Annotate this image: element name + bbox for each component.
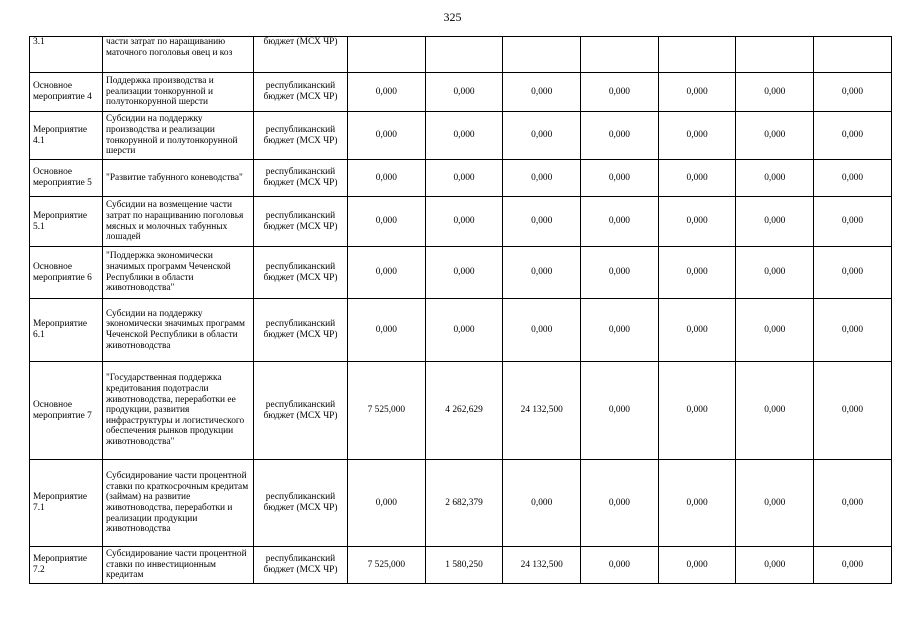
amount-cell (814, 37, 892, 73)
amount-cell: 0,000 (658, 160, 736, 197)
amount-cell: 0,000 (581, 160, 659, 197)
page-number: 325 (443, 10, 462, 24)
amount-cell: 0,000 (658, 197, 736, 247)
budget-table (29, 36, 892, 584)
amount-cell: 0,000 (814, 112, 892, 160)
activity-code-cell: Основное мероприятие 5 (30, 160, 103, 197)
amount-cell: 0,000 (581, 299, 659, 362)
table-row (30, 37, 892, 73)
amount-cell: 0,000 (658, 362, 736, 460)
table-row (30, 299, 892, 362)
table-row (30, 460, 892, 547)
activity-code-cell: Основное мероприятие 4 (30, 73, 103, 112)
amount-cell: 0,000 (736, 160, 814, 197)
amount-cell: 0,000 (736, 460, 814, 547)
table-row (30, 73, 892, 112)
amount-cell: 7 525,000 (348, 362, 426, 460)
amount-cell: 0,000 (581, 247, 659, 299)
amount-cell: 0,000 (425, 299, 503, 362)
amount-cell: 1 580,250 (425, 547, 503, 584)
amount-cell (581, 37, 659, 73)
amount-cell: 0,000 (581, 547, 659, 584)
amount-cell: 0,000 (581, 112, 659, 160)
funding-source-cell: республиканский бюджет (МСХ ЧР) (254, 160, 348, 197)
table-row (30, 112, 892, 160)
table-row (30, 362, 892, 460)
amount-cell: 2 682,379 (425, 460, 503, 547)
amount-cell: 24 132,500 (503, 362, 581, 460)
activity-code-cell: Мероприятие 5.1 (30, 197, 103, 247)
amount-cell: 0,000 (503, 160, 581, 197)
amount-cell (503, 37, 581, 73)
amount-cell: 0,000 (425, 112, 503, 160)
activity-name-cell: "Поддержка экономически значимых программ Чеченской Республики в области животноводства" (103, 247, 254, 299)
amount-cell: 0,000 (348, 197, 426, 247)
activity-name-cell: Поддержка производства и реализации тонкорунной и полутонкорунной шерсти (103, 73, 254, 112)
amount-cell: 0,000 (658, 547, 736, 584)
amount-cell: 0,000 (814, 362, 892, 460)
funding-source-cell: республиканский бюджет (МСХ ЧР) (254, 547, 348, 584)
amount-cell: 0,000 (503, 73, 581, 112)
amount-cell: 0,000 (581, 362, 659, 460)
amount-cell: 0,000 (658, 73, 736, 112)
amount-cell: 0,000 (348, 460, 426, 547)
amount-cell: 24 132,500 (503, 547, 581, 584)
amount-cell: 0,000 (814, 460, 892, 547)
amount-cell: 0,000 (814, 197, 892, 247)
table-row (30, 247, 892, 299)
amount-cell: 0,000 (658, 460, 736, 547)
amount-cell (736, 37, 814, 73)
amount-cell: 0,000 (736, 299, 814, 362)
amount-cell (425, 37, 503, 73)
amount-cell: 0,000 (814, 73, 892, 112)
funding-source-cell: республиканский бюджет (МСХ ЧР) (254, 197, 348, 247)
amount-cell: 7 525,000 (348, 547, 426, 584)
funding-source-cell: республиканский бюджет (МСХ ЧР) (254, 247, 348, 299)
amount-cell: 0,000 (348, 160, 426, 197)
activity-code-cell: 3.1 (30, 37, 103, 73)
activity-name-cell: Субсидии на поддержку экономически значимых программ Чеченской Республики в области животноводства (103, 299, 254, 362)
amount-cell (348, 37, 426, 73)
table-row (30, 547, 892, 584)
amount-cell: 0,000 (814, 247, 892, 299)
amount-cell: 0,000 (736, 73, 814, 112)
activity-name-cell: Субсидирование части процентной ставки по инвестиционным кредитам (103, 547, 254, 584)
amount-cell: 0,000 (348, 73, 426, 112)
amount-cell (658, 37, 736, 73)
amount-cell: 0,000 (503, 247, 581, 299)
activity-name-cell: "Развитие табунного коневодства" (103, 160, 254, 197)
amount-cell: 0,000 (348, 299, 426, 362)
amount-cell: 0,000 (814, 547, 892, 584)
amount-cell: 0,000 (425, 73, 503, 112)
funding-source-cell: республиканский бюджет (МСХ ЧР) (254, 112, 348, 160)
amount-cell: 4 262,629 (425, 362, 503, 460)
funding-source-cell: республиканский бюджет (МСХ ЧР) (254, 460, 348, 547)
amount-cell: 0,000 (348, 112, 426, 160)
amount-cell: 0,000 (503, 197, 581, 247)
amount-cell: 0,000 (425, 197, 503, 247)
amount-cell: 0,000 (581, 460, 659, 547)
activity-name-cell: Субсидии на возмещение части затрат по наращиванию поголовья мясных и молочных табунных лошадей (103, 197, 254, 247)
activity-code-cell: Мероприятие 7.2 (30, 547, 103, 584)
activity-code-cell: Основное мероприятие 7 (30, 362, 103, 460)
activity-code-cell: Мероприятие 7.1 (30, 460, 103, 547)
amount-cell: 0,000 (425, 160, 503, 197)
funding-source-cell: республиканский бюджет (МСХ ЧР) (254, 299, 348, 362)
amount-cell: 0,000 (658, 299, 736, 362)
amount-cell: 0,000 (503, 112, 581, 160)
table-row (30, 160, 892, 197)
amount-cell: 0,000 (503, 299, 581, 362)
table-row (30, 197, 892, 247)
activity-name-cell: части затрат по наращиванию маточного поголовья овец и коз (103, 37, 254, 73)
amount-cell: 0,000 (814, 160, 892, 197)
amount-cell: 0,000 (425, 247, 503, 299)
amount-cell: 0,000 (736, 197, 814, 247)
amount-cell: 0,000 (581, 197, 659, 247)
table-body (30, 37, 892, 584)
amount-cell: 0,000 (736, 547, 814, 584)
activity-name-cell: Субсидии на поддержку производства и реализации тонкорунной и полутонкорунной шерсти (103, 112, 254, 160)
amount-cell: 0,000 (736, 362, 814, 460)
activity-code-cell: Мероприятие 4.1 (30, 112, 103, 160)
amount-cell: 0,000 (658, 247, 736, 299)
funding-source-cell: республиканский бюджет (МСХ ЧР) (254, 362, 348, 460)
funding-source-cell: бюджет (МСХ ЧР) (254, 37, 348, 73)
activity-name-cell: "Государственная поддержка кредитования подотрасли животноводства, переработки ее продукции, развития инфраструктуры и логистического обеспечения рынков продукции животноводства" (103, 362, 254, 460)
amount-cell: 0,000 (814, 299, 892, 362)
amount-cell: 0,000 (348, 247, 426, 299)
amount-cell: 0,000 (503, 460, 581, 547)
amount-cell: 0,000 (581, 73, 659, 112)
amount-cell: 0,000 (736, 112, 814, 160)
amount-cell: 0,000 (658, 112, 736, 160)
activity-code-cell: Основное мероприятие 6 (30, 247, 103, 299)
activity-code-cell: Мероприятие 6.1 (30, 299, 103, 362)
funding-source-cell: республиканский бюджет (МСХ ЧР) (254, 73, 348, 112)
amount-cell: 0,000 (736, 247, 814, 299)
activity-name-cell: Субсидирование части процентной ставки по краткосрочным кредитам (займам) на развитие животноводства, переработки и реализации продукции животноводства (103, 460, 254, 547)
